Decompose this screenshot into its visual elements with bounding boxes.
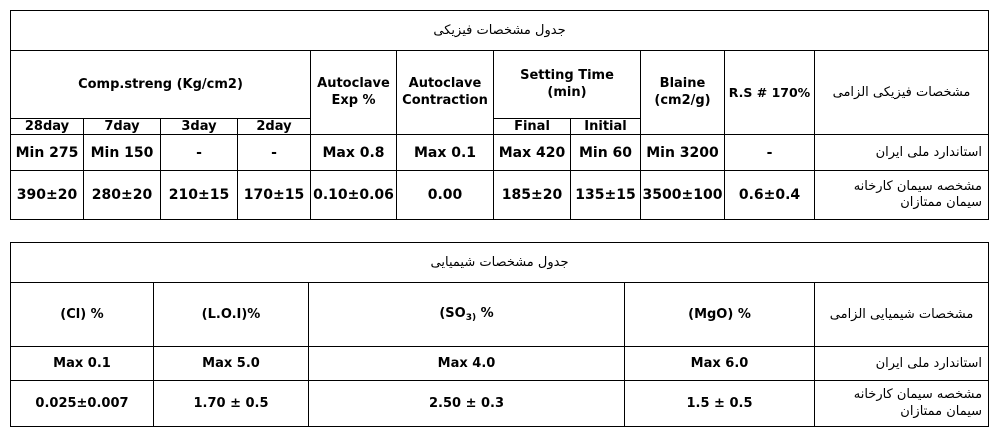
cell-final: 185±20 xyxy=(494,171,571,220)
setting-time-header: Setting Time (min) xyxy=(494,51,641,119)
cell-autoclave-exp: 0.10±0.06 xyxy=(311,171,397,220)
subheader-final: Final xyxy=(494,119,571,135)
cell-initial: Min 60 xyxy=(571,135,641,171)
autoclave-exp-header: Autoclave Exp % xyxy=(311,51,397,135)
blaine-header: Blaine (cm2/g) xyxy=(641,51,725,135)
cell-2day: 170±15 xyxy=(238,171,311,220)
loi-header: (L.O.I)% xyxy=(154,283,309,347)
chemical-properties-table xyxy=(10,242,989,427)
table-row xyxy=(11,347,989,381)
cell-so3: 2.50 ± 0.3 xyxy=(309,381,625,427)
cell-so3: Max 4.0 xyxy=(309,347,625,381)
cell-final: Max 420 xyxy=(494,135,571,171)
cell-cl: Max 0.1 xyxy=(11,347,154,381)
cell-3day: 210±15 xyxy=(161,171,238,220)
cell-blaine: Min 3200 xyxy=(641,135,725,171)
cell-3day: - xyxy=(161,135,238,171)
row-label: استاندارد ملی ایران xyxy=(815,135,989,171)
so3-header: ($SO_{3)}$ % xyxy=(309,283,625,347)
cell-7day: Min 150 xyxy=(84,135,161,171)
cell-loi: 1.70 ± 0.5 xyxy=(154,381,309,427)
cell-cl: 0.025±0.007 xyxy=(11,381,154,427)
mgo-header: (MgO) % xyxy=(625,283,815,347)
cell-rs: - xyxy=(725,135,815,171)
cell-mgo: 1.5 ± 0.5 xyxy=(625,381,815,427)
cl-header: (Cl) % xyxy=(11,283,154,347)
subheader-7day: 7day xyxy=(84,119,161,135)
row-label: استاندارد ملی ایران xyxy=(815,347,989,381)
cell-autoclave-contraction: Max 0.1 xyxy=(397,135,494,171)
cell-autoclave-exp: Max 0.8 xyxy=(311,135,397,171)
physical-properties-table xyxy=(10,10,989,220)
cell-rs: 0.6±0.4 xyxy=(725,171,815,220)
cell-2day: - xyxy=(238,135,311,171)
comp-strength-header: Comp.streng (Kg/cm2) xyxy=(11,51,311,119)
autoclave-contraction-header: Autoclave Contraction xyxy=(397,51,494,135)
row-label: مشخصه سیمان کارخانه سیمان ممتازان xyxy=(815,171,989,220)
chemical-row-label-header: مشخصات شیمیایی الزامی xyxy=(815,283,989,347)
cell-28day: Min 275 xyxy=(11,135,84,171)
physical-row-label-header: مشخصات فیزیکی الزامی xyxy=(815,51,989,135)
cell-7day: 280±20 xyxy=(84,171,161,220)
rs-header: R.S # 170% xyxy=(725,51,815,135)
subheader-3day: 3day xyxy=(161,119,238,135)
cell-mgo: Max 6.0 xyxy=(625,347,815,381)
row-label: مشخصه سیمان کارخانه سیمان ممتازان xyxy=(815,381,989,427)
cell-loi: Max 5.0 xyxy=(154,347,309,381)
table-row xyxy=(11,171,989,220)
cell-initial: 135±15 xyxy=(571,171,641,220)
cell-autoclave-contraction: 0.00 xyxy=(397,171,494,220)
subheader-2day: 2day xyxy=(238,119,311,135)
cell-blaine: 3500±100 xyxy=(641,171,725,220)
chemical-table-title: جدول مشخصات شیمیایی xyxy=(11,243,989,283)
physical-table-title: جدول مشخصات فیزیکی xyxy=(11,11,989,51)
subheader-28day: 28day xyxy=(11,119,84,135)
table-row xyxy=(11,135,989,171)
cell-28day: 390±20 xyxy=(11,171,84,220)
subheader-initial: Initial xyxy=(571,119,641,135)
table-row xyxy=(11,381,989,427)
